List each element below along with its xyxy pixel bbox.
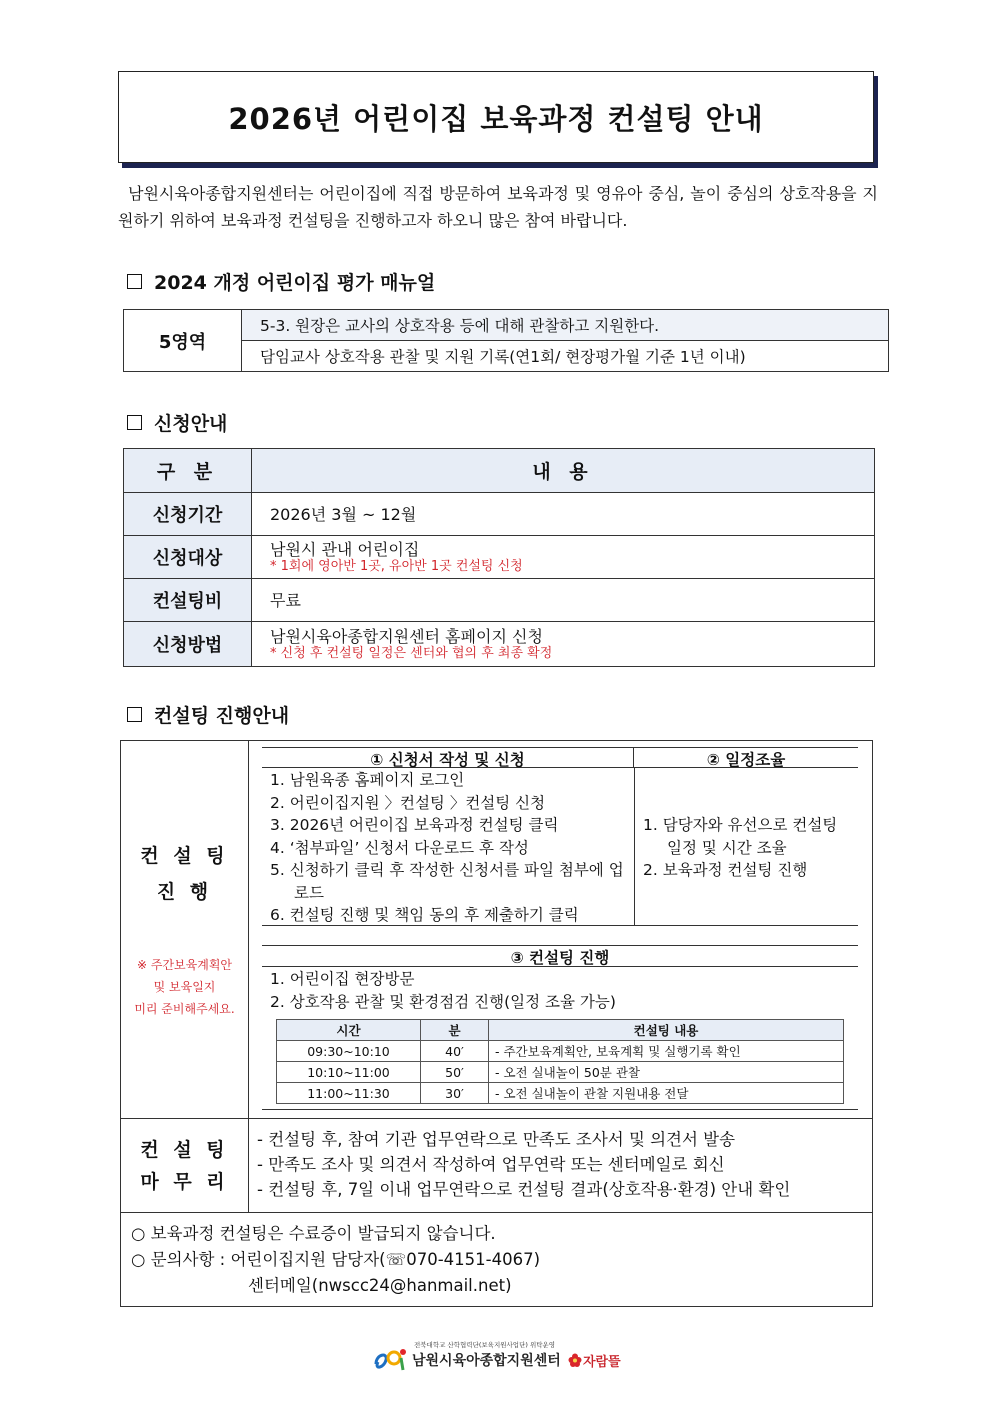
schedule-col-min: 분: [421, 1020, 489, 1041]
section-heading-apply: 신청안내: [127, 409, 227, 436]
finish-item: - 컨설팅 후, 7일 이내 업무연락으로 컨설팅 결과(상호작용·환경) 안내 확인: [257, 1180, 791, 1199]
apply-table: [123, 448, 875, 667]
center-logo-subtitle: 전북대학교 산학협력단(보육지원사업단) 위탁운영: [414, 1341, 556, 1349]
step-1-item: 2. 어린이집지원 〉컨설팅 〉컨설팅 신청: [270, 793, 546, 812]
square-bullet-icon: [127, 415, 142, 430]
step-3-list: [262, 968, 858, 1013]
apply-label: 신청기간: [124, 493, 252, 536]
schedule-row: 10:10~11:00 50′ - 오전 실내놀이 50분 관찰: [277, 1062, 844, 1083]
section-heading-manual: 2024 개정 어린이집 평가 매뉴얼: [127, 268, 435, 295]
manual-row-1: 5-3. 원장은 교사의 상호작용 등에 대해 관찰하고 지원한다.: [242, 310, 889, 341]
contact-cell: [121, 1213, 873, 1307]
step-1-2-block: [262, 747, 858, 926]
flower-icon: [568, 1353, 582, 1367]
finish-item: - 컨설팅 후, 참여 기관 업무연락으로 만족도 조사서 및 의견서 발송: [257, 1130, 736, 1149]
square-bullet-icon: [127, 707, 142, 722]
schedule-col-time: 시간: [277, 1020, 421, 1041]
center-logo: [372, 1340, 621, 1374]
finish-content-cell: [249, 1119, 873, 1213]
schedule-table: [276, 1019, 844, 1104]
step-1-list: [270, 769, 632, 927]
finish-label-cell: [121, 1119, 249, 1213]
step-2-item: 2. 보육과정 컨설팅 진행: [643, 861, 808, 879]
apply-note: * 신청 후 컨설팅 일정은 센터와 협의 후 최종 확정: [270, 645, 553, 661]
schedule-row: 09:30~10:10 40′ - 주간보육계획안, 보육계획 및 실행기록 확인: [277, 1041, 844, 1062]
step-3-item: 1. 어린이집 현장방문: [270, 970, 415, 988]
apply-value: 무료: [252, 579, 875, 622]
step-3-head: ③ 컨설팅 진행: [262, 946, 858, 967]
step-1-item: 1. 남원육종 홈페이지 로그인: [270, 771, 465, 789]
intro-paragraph: 남원시육아종합지원센터는 어린이집에 직접 방문하여 보육과정 및 영유아 중심, 놀이 중심의 상호작용을 지원하기 위하여 보육과정 컨설팅을 진행하고자 하오니 많은 참여 바랍니다.: [118, 184, 878, 230]
apply-col-content: 내 용: [252, 449, 875, 493]
finish-label: 컨 설 팅 마 무 리: [140, 1138, 229, 1193]
schedule-row: 11:00~11:30 30′ - 오전 실내놀이 관찰 지원내용 전달: [277, 1083, 844, 1104]
manual-row-2: 담임교사 상호작용 관찰 및 지원 기록(연1회/ 현장평가월 기준 1년 이내): [242, 341, 889, 372]
apply-value: 남원시 관내 어린이집 * 1회에 영아반 1곳, 유아반 1곳 컨설팅 신청: [252, 536, 875, 579]
manual-table: [123, 309, 889, 372]
center-logo-name: 남원시육아종합지원센터: [412, 1353, 561, 1369]
apply-note: * 1회에 영아반 1곳, 유아반 1곳 컨설팅 신청: [270, 558, 523, 574]
brand-name: 자람뜰: [583, 1355, 621, 1370]
step-1-item: 3. 2026년 어린이집 보육과정 컨설팅 클릭: [270, 816, 559, 834]
step-3-item: 2. 상호작용 관찰 및 환경점검 진행(일정 조율 가능): [270, 992, 616, 1011]
apply-col-category: 구 분: [124, 449, 252, 493]
progress-label: 컨 설 팅 진 행: [140, 844, 229, 903]
step-1-item: 4. ‘첨부파일’ 신청서 다운로드 후 작성: [270, 838, 529, 857]
step-2-list: [643, 814, 853, 882]
finish-item: - 만족도 조사 및 의견서 작성하여 업무연락 또는 센터메일로 회신: [257, 1155, 725, 1174]
apply-value: 2026년 3월 ~ 12월: [252, 493, 875, 536]
apply-value: 남원시육아종합지원센터 홈페이지 신청 * 신청 후 컨설팅 일정은 센터와 협의 후 최종 확정: [252, 622, 875, 667]
step-1-item: 6. 컨설팅 진행 및 책임 동의 후 제출하기 클릭: [270, 906, 579, 924]
square-bullet-icon: [127, 274, 142, 289]
contact-email: 센터메일(nwscc24@hanmail.net): [248, 1276, 512, 1295]
step-2-head: ② 일정조율: [634, 748, 858, 768]
step-1-item: 5. 신청하기 클릭 후 작성한 신청서를 파일 첨부에 업로드: [270, 861, 624, 902]
apply-label: 컨설팅비: [124, 579, 252, 622]
contact-phone: ○ 문의사항 : 어린이집지원 담당자(☏070-4151-4067): [131, 1250, 541, 1269]
step-1-head: ① 신청서 작성 및 신청: [262, 748, 634, 768]
progress-prep-note: ※ 주간보육계획안 및 보육일지 미리 준비해주세요.: [134, 957, 235, 1016]
manual-area-label: 5영역: [124, 310, 242, 372]
certificate-note: ○ 보육과정 컨설팅은 수료증이 발급되지 않습니다.: [131, 1224, 496, 1243]
center-logo-mark-icon: [372, 1344, 408, 1374]
section-heading-progress: 컨설팅 진행안내: [127, 701, 289, 728]
apply-label: 신청방법: [124, 622, 252, 667]
step-2-item: 1. 담당자와 유선으로 컨설팅 일정 및 시간 조율: [643, 816, 838, 857]
progress-label-cell: [121, 741, 249, 1119]
apply-label: 신청대상: [124, 536, 252, 579]
schedule-col-content: 컨설팅 내용: [489, 1020, 844, 1041]
page-title: 2026년 어린이집 보육과정 컨설팅 안내: [118, 71, 874, 163]
